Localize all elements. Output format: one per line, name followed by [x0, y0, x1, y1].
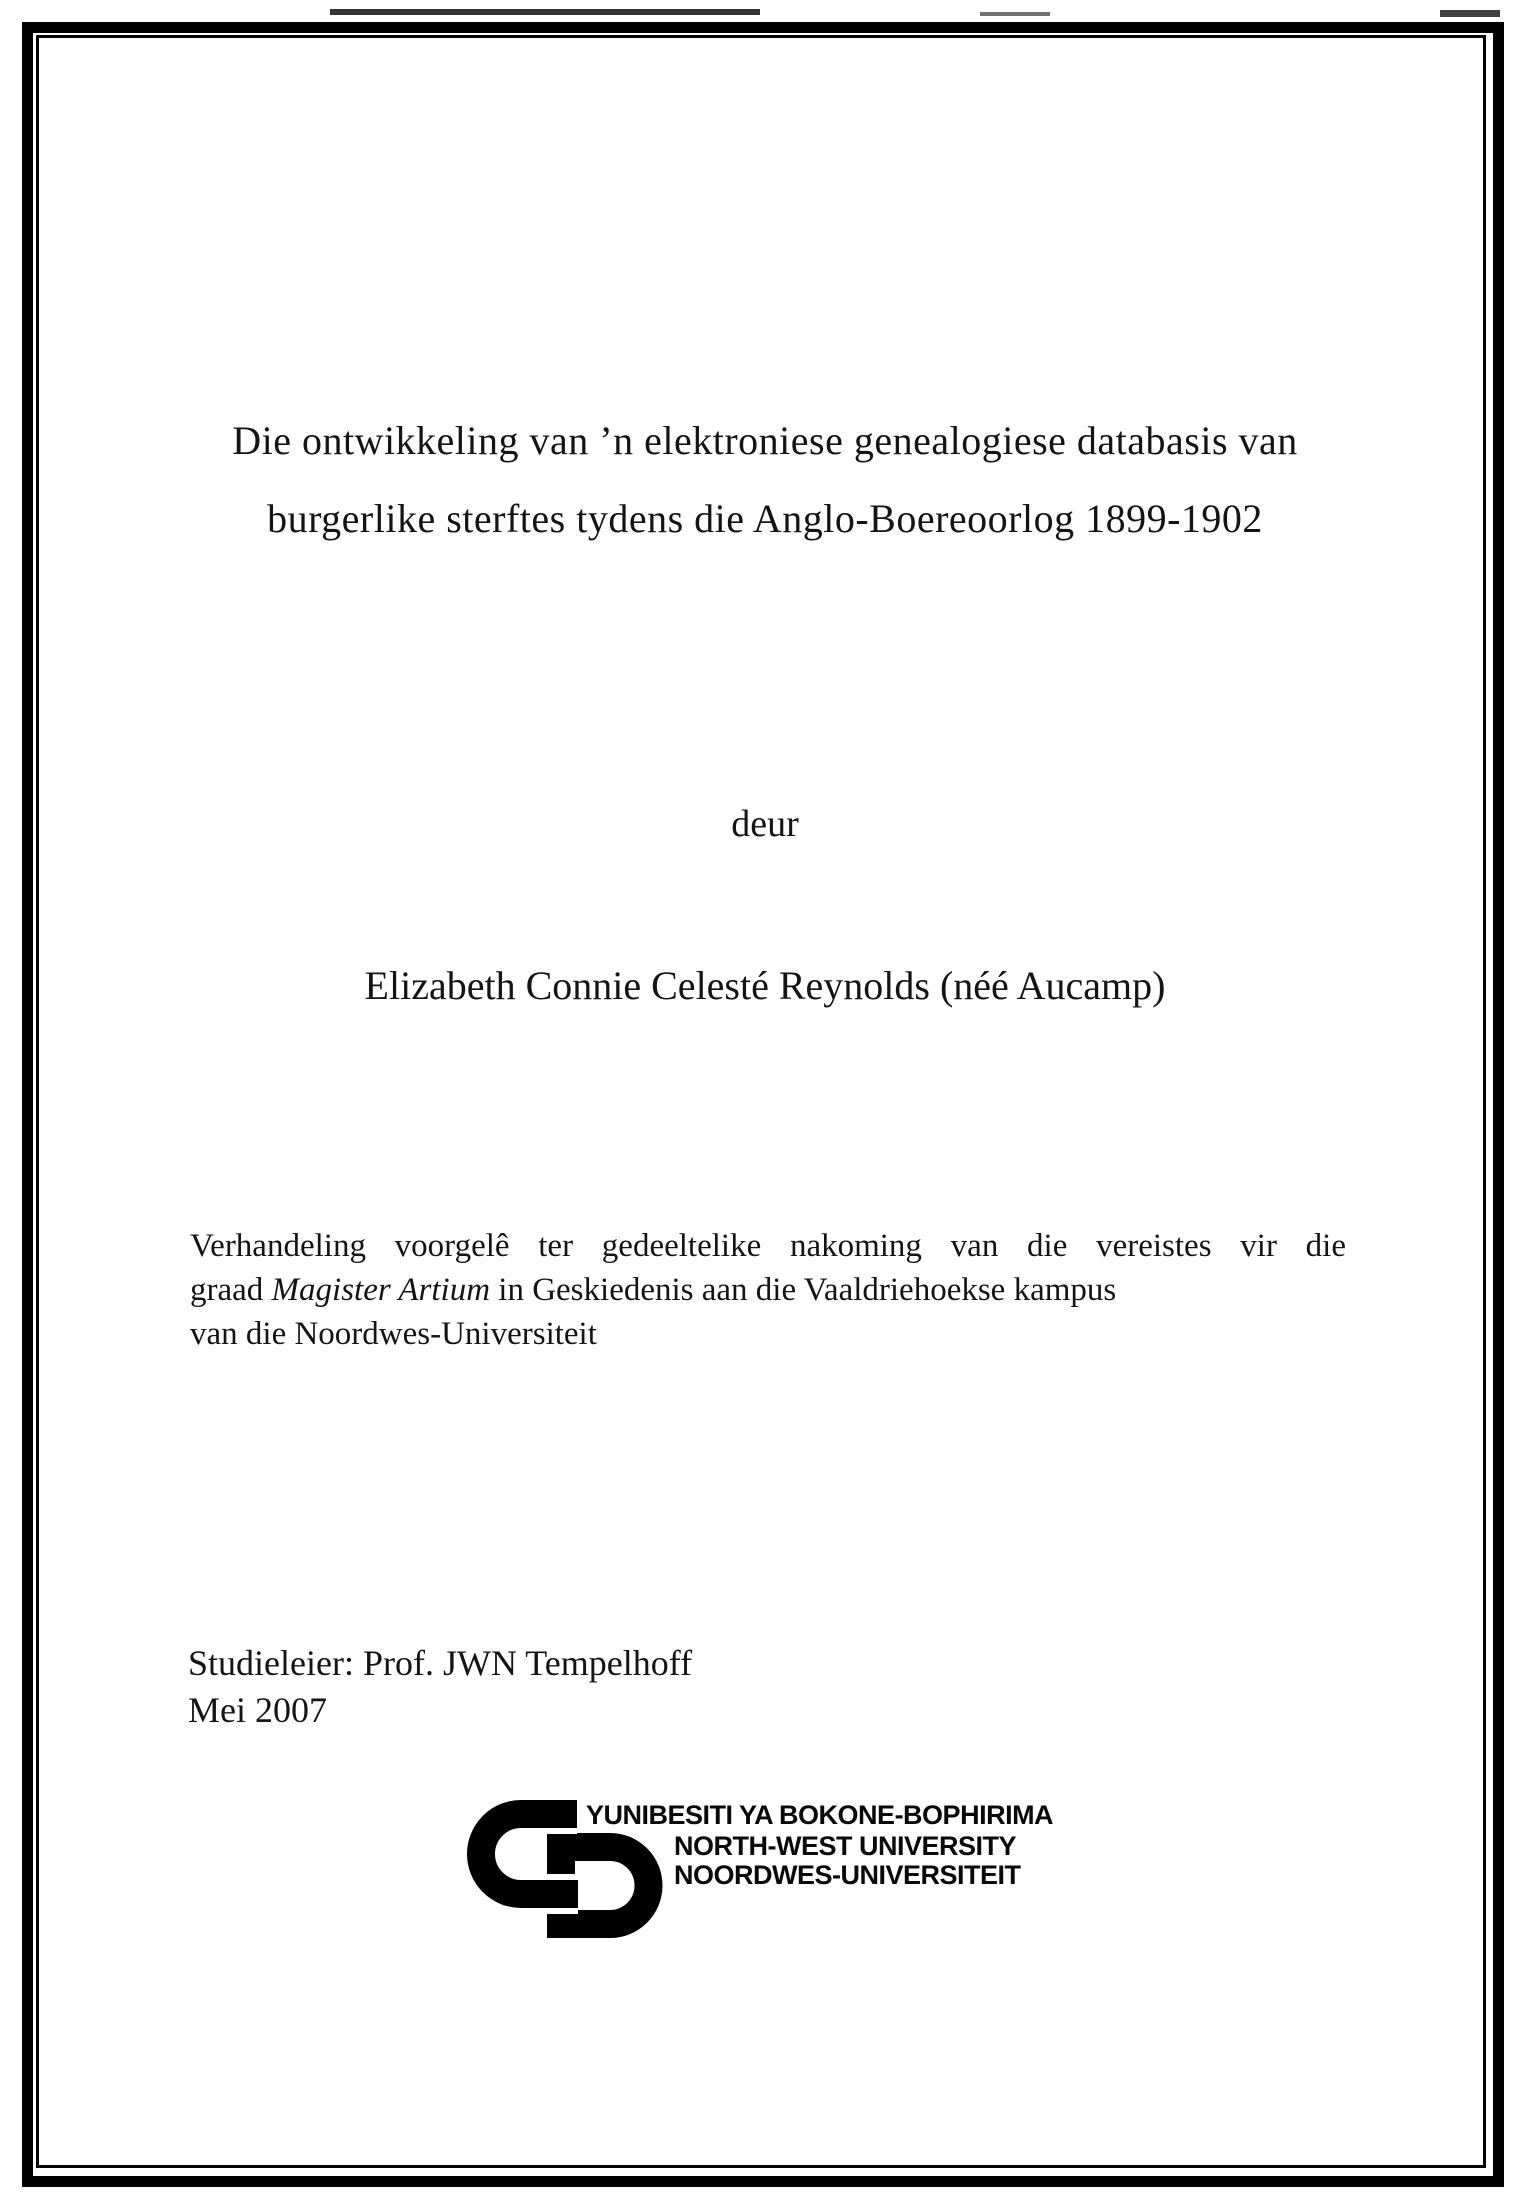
- logo-text-afrikaans: NOORDWES-UNIVERSITEIT: [674, 1860, 1021, 1890]
- byline-deur: deur: [731, 803, 799, 845]
- degree-name-italic: Magister Artium: [271, 1272, 491, 1308]
- scan-artifact: [980, 12, 1050, 16]
- degree-statement-line1: Verhandeling voorgelê ter gedeeltelike nakoming van die vereistes vir die: [190, 1228, 1346, 1264]
- supervisor-line: Studieleier: Prof. JWN Tempelhoff: [188, 1643, 693, 1683]
- degree-statement-line2: [190, 1268, 1346, 1312]
- scan-artifact: [1440, 10, 1500, 17]
- scan-artifact: [330, 9, 760, 15]
- logo-text-setswana: YUNIBESITI YA BOKONE-BOPHIRIMA: [586, 1800, 1054, 1830]
- degree-statement-line3: van die Noordwes-Universiteit: [190, 1316, 597, 1352]
- supervisor-block: [188, 1640, 1088, 1734]
- degree-statement-line2-suffix: in Geskiedenis aan die Vaaldriehoekse kampus: [490, 1272, 1117, 1308]
- degree-statement-line2-prefix: graad: [190, 1272, 272, 1308]
- degree-statement: [190, 1224, 1346, 1356]
- logo-text-english: NORTH-WEST UNIVERSITY: [674, 1831, 1017, 1861]
- thesis-title: [185, 402, 1345, 558]
- date-line: Mei 2007: [188, 1690, 327, 1730]
- thesis-title-line1: Die ontwikkeling van ’n elektroniese genealogiese databasis van: [232, 418, 1298, 463]
- thesis-title-line2: burgerlike sterftes tydens die Anglo-Boereoorlog 1899-1902: [267, 496, 1263, 541]
- author-name: Elizabeth Connie Celesté Reynolds (néé Aucamp): [364, 963, 1166, 1008]
